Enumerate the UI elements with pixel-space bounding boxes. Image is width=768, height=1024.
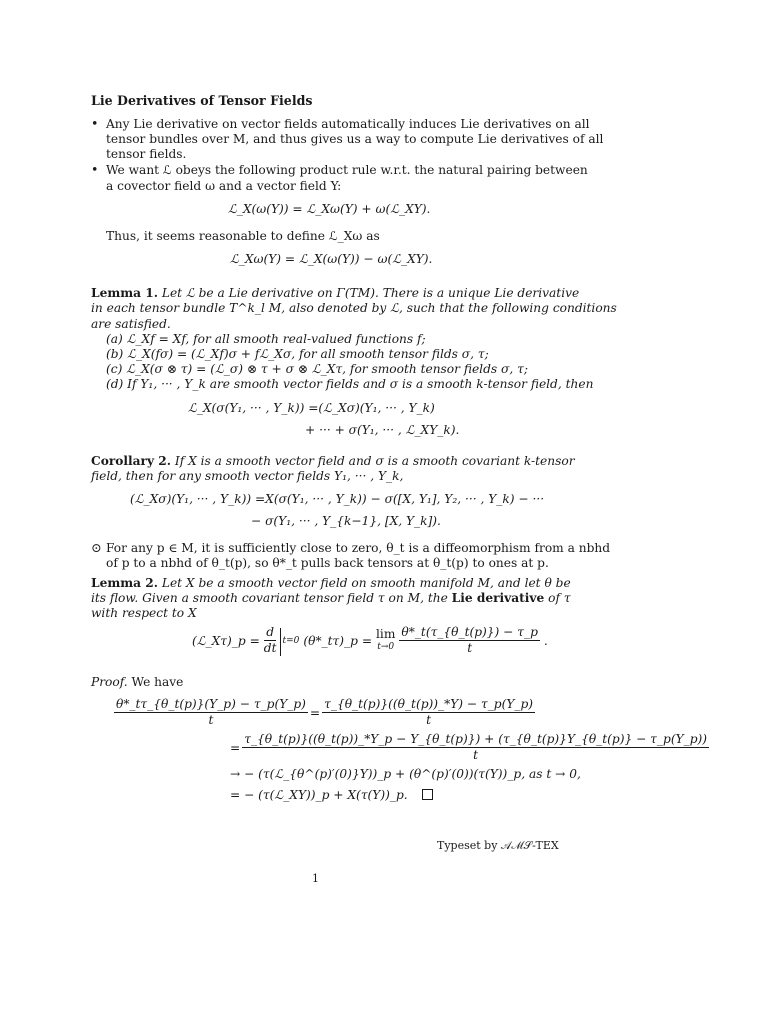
bullet-marker: • — [91, 116, 99, 131]
proof-equation-row1 — [114, 697, 535, 728]
corollary2-text-1: If X is a smooth vector field and σ is a smooth covariant k-tensor — [174, 454, 575, 468]
proof-r1-denominator: t — [426, 713, 432, 727]
equals-sign: = — [230, 740, 241, 755]
limit-fraction — [399, 625, 540, 656]
corollary2-equation-line1: (ℒ_Xσ)(Y₁, ··· , Y_k)) =X(σ(Y₁, ··· , Y_k)) − σ([X, Y₁], Y₂, ··· , Y_k) − ··· — [130, 492, 545, 506]
lemma2-eq-mid: (θ*_tτ)_p = — [303, 633, 373, 648]
qed-square-icon — [422, 789, 433, 800]
proof-text: We have — [131, 675, 184, 689]
bullet1-line3: tensor fields. — [106, 147, 187, 161]
lemma2-text-1: Let X be a smooth vector field on smooth manifold M, and let θ be — [161, 576, 571, 590]
limit — [376, 628, 395, 654]
proof-lhs-fraction — [114, 697, 308, 728]
lemma2-eq-end: . — [543, 633, 548, 648]
proof-lhs-numerator: θ*_tτ_{θ_t(p)}(Y_p) − τ_p(Y_p) — [116, 697, 306, 711]
lemma2-line4: with respect to X — [91, 606, 197, 620]
lemma1-label: Lemma 1. — [91, 286, 158, 300]
lemma2-label: Lemma 2. — [91, 576, 158, 590]
lemma2-eq-lhs: (ℒ_Xτ)_p = — [192, 633, 260, 648]
evaluation-bar — [280, 628, 281, 656]
lemma2-line1 — [91, 575, 571, 591]
corollary2-label: Corollary 2. — [91, 454, 172, 468]
proof-r2-denominator: t — [473, 748, 479, 762]
proof-r4-text: = − (τ(ℒ_XY))_p + X(τ(Y))_p. — [230, 788, 408, 802]
limit-numerator: θ*_t(τ_{θ_t(p)}) − τ_p — [401, 625, 538, 639]
proof-r1-fraction — [322, 697, 535, 728]
corollary2-line1 — [91, 453, 575, 469]
lemma1-text-1: Let ℒ be a Lie derivative on Γ(TM). There is a unique Lie derivative — [161, 286, 580, 300]
bullet2-line1: We want ℒ obeys the following product rule w.r.t. the natural pairing between — [106, 163, 588, 177]
bullet1-line1: Any Lie derivative on vector fields automatically induces Lie derivatives on all — [106, 117, 590, 131]
bullet2-line2: a covector field ω and a vector field Y: — [106, 179, 342, 193]
proof-lhs-denominator: t — [208, 713, 214, 727]
equation-product-rule: ℒ_X(ω(Y)) = ℒ_Xω(Y) + ω(ℒ_XY). — [228, 202, 431, 216]
lemma1-line2: in each tensor bundle T^k_l M, also denoted by ℒ, such that the following conditions — [91, 301, 617, 315]
corollary2-equation-line2: − σ(Y₁, ··· , Y_{k−1}, [X, Y_k]). — [251, 514, 441, 528]
proof-line — [91, 674, 183, 690]
odot-icon: ⊙ — [91, 540, 102, 555]
note-line1: For any p ∈ M, it is sufficiently close to zero, θ_t is a diffeomorphism from a nbhd — [106, 541, 611, 555]
lemma1-line3: are satisfied. — [91, 317, 171, 331]
equation-definition: ℒ_Xω(Y) = ℒ_X(ω(Y)) − ω(ℒ_XY). — [230, 252, 433, 266]
typeset-footer: Typeset by 𝒜ℳ𝒮-TEX — [437, 839, 559, 852]
proof-equation-row4 — [230, 788, 433, 802]
lemma1-line1 — [91, 285, 579, 301]
page-number: 1 — [312, 872, 319, 885]
evaluation-subscript: t=0 — [282, 635, 300, 646]
limit-denominator: t — [467, 641, 473, 655]
lemma1-equation-line2: + ··· + σ(Y₁, ··· , ℒ_XY_k). — [305, 423, 460, 437]
derivative-d: d — [264, 625, 277, 641]
limit-subscript: t→0 — [377, 641, 395, 652]
lemma1-item-d: (d) If Y₁, ··· , Y_k are smooth vector fields and σ is a smooth k-tensor field, then — [106, 377, 594, 391]
proof-label: Proof. — [91, 675, 128, 689]
bullet1-line2: tensor bundles over M, and thus gives us a way to compute Lie derivatives of all — [106, 132, 604, 146]
bullet-marker: • — [91, 162, 99, 177]
lemma1-item-c: (c) ℒ_X(σ ⊗ τ) = (ℒ_σ) ⊗ τ + σ ⊗ ℒ_Xτ, for smooth tensor fields σ, τ; — [106, 362, 528, 376]
note-line2: of p to a nbhd of θ_t(p), so θ*_t pulls back tensors at θ_t(p) to ones at p. — [106, 556, 549, 570]
section-title: Lie Derivatives of Tensor Fields — [91, 93, 313, 108]
proof-equation-row2 — [230, 732, 709, 763]
thus-line: Thus, it seems reasonable to define ℒ_Xω as — [106, 229, 380, 243]
lemma1-equation-line1: ℒ_X(σ(Y₁, ··· , Y_k)) =(ℒ_Xσ)(Y₁, ··· , Y_k) — [188, 401, 435, 415]
lemma2-equation — [192, 625, 548, 656]
lemma1-item-a: (a) ℒ_Xf = Xf, for all smooth real-valued functions f; — [106, 332, 426, 346]
proof-r1-numerator: τ_{θ_t(p)}((θ_t(p))_*Y) − τ_p(Y_p) — [324, 697, 534, 711]
proof-equation-row3: → − (τ(ℒ_{θ^(p)′(0)}Y))_p + (θ^(p)′(0))(τ(Y))_p, as t → 0, — [230, 767, 581, 781]
derivative-fraction — [264, 625, 277, 656]
proof-r2-numerator: τ_{θ_t(p)}((θ_t(p))_*Y_p − Y_{θ_t(p)}) + (τ_{θ_t(p)}Y_{θ_t(p)} − τ_p(Y_p)) — [244, 732, 708, 746]
corollary2-line2: field, then for any smooth vector fields Y₁, ··· , Y_k, — [91, 469, 404, 483]
derivative-dt: dt — [263, 641, 277, 655]
limit-text: lim — [376, 626, 396, 641]
lemma1-item-b: (b) ℒ_X(fσ) = (ℒ_Xf)σ + fℒ_Xσ, for all smooth tensor filds σ, τ; — [106, 347, 489, 361]
lemma2-line2 — [91, 590, 571, 606]
equals-sign: = — [309, 705, 321, 720]
lie-derivative-term: Lie derivative — [451, 591, 545, 605]
proof-r2-fraction — [242, 732, 709, 763]
lemma2-text-2: its flow. Given a smooth covariant tensor field τ on M, the — [91, 591, 448, 605]
lemma2-text-3: of τ — [548, 591, 571, 605]
